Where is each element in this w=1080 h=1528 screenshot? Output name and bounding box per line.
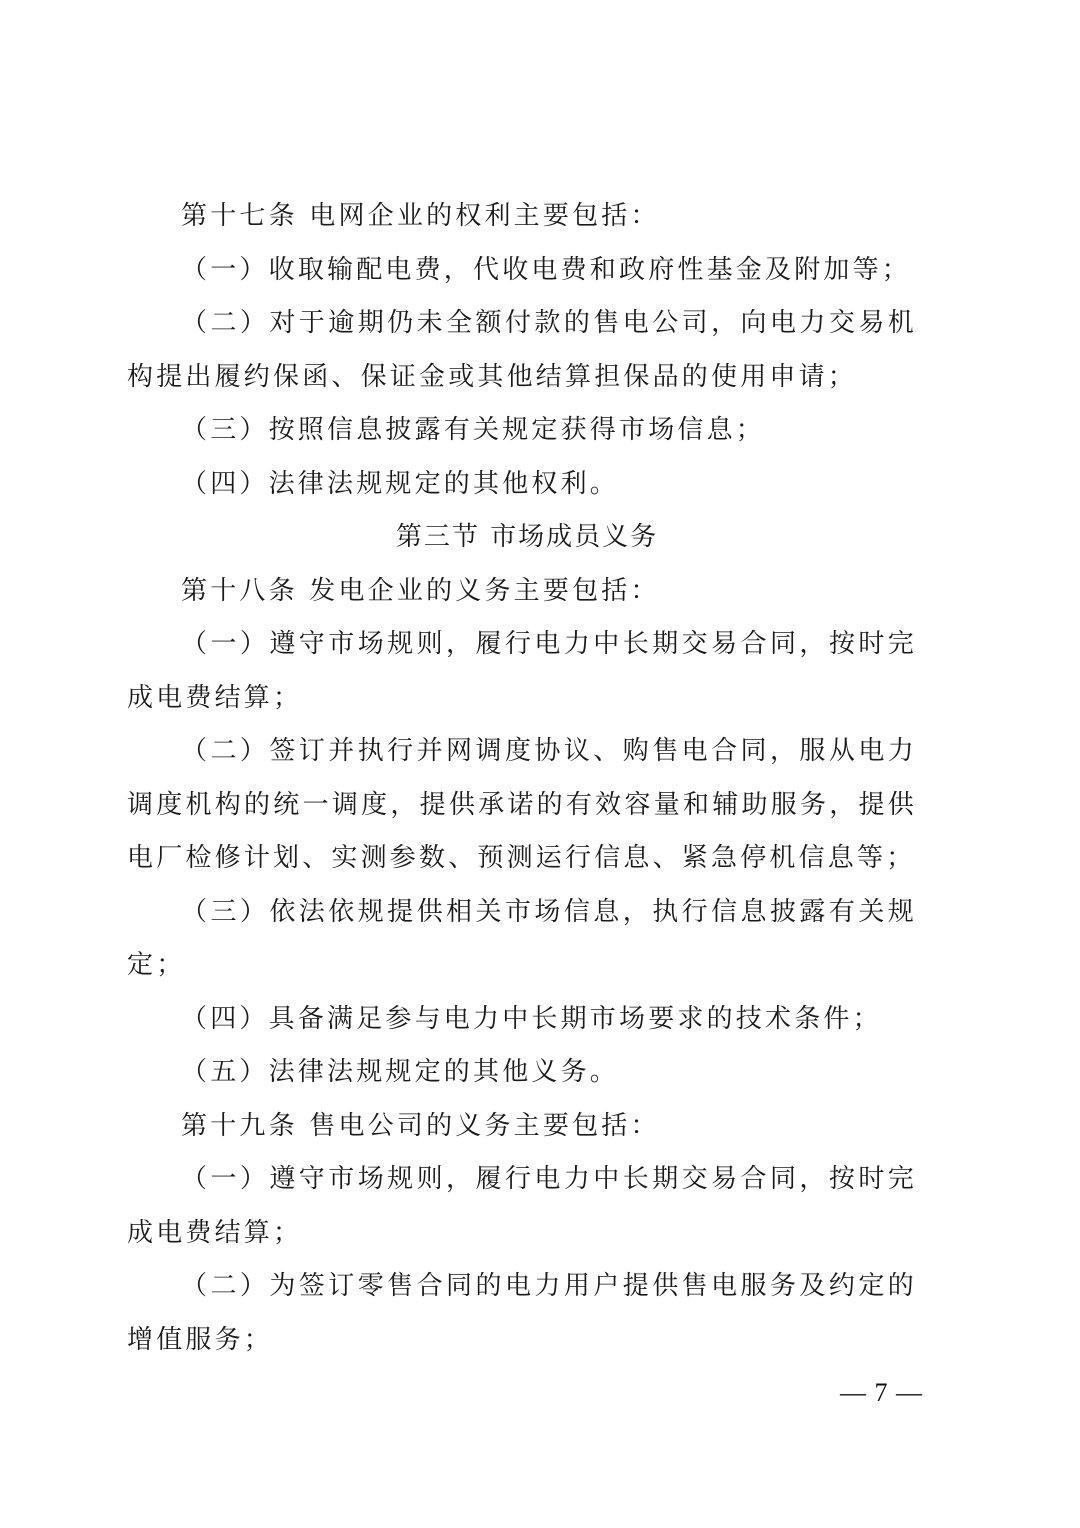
section-heading: 第三节 市场成员义务: [395, 522, 659, 552]
article-19-item-2: （二）为签订零售合同的电力用户提供售电服务及约定的增值服务；: [127, 1271, 917, 1355]
page-number: — 7 —: [840, 1378, 923, 1407]
article-18-item-5: （五）法律法规规定的其他义务。: [181, 1057, 620, 1087]
article-17-item-3: （三）按照信息披露有关规定获得市场信息；: [181, 415, 766, 445]
article-18-item-3: （三）依法依规提供相关市场信息，执行信息披露有关规定；: [127, 896, 917, 980]
article-19-title: 第十九条 售电公司的义务主要包括：: [181, 1110, 660, 1141]
article-17-item-4: （四）法律法规规定的其他权利。: [181, 468, 620, 499]
article-19-item-1: （一）遵守市场规则，履行电力中长期交易合同，按时完成电费结算；: [127, 1164, 917, 1248]
document-body: [127, 190, 917, 1367]
article-18-item-1: （一）遵守市场规则，履行电力中长期交易合同，按时完成电费结算；: [127, 629, 917, 713]
article-17-item-2: （二）对于逾期仍未全额付款的售电公司，向电力交易机构提出履约保函、保证金或其他结算担保品的使用申请；: [127, 308, 917, 392]
article-18-item-4: （四）具备满足参与电力中长期市场要求的技术条件；: [181, 1003, 882, 1034]
article-17-title: 第十七条 电网企业的权利主要包括：: [181, 201, 660, 231]
article-18-item-2: （二）签订并执行并网调度协议、购售电合同，服从电力调度机构的统一调度，提供承诺的有效容量和辅助服务，提供电厂检修计划、实测参数、预测运行信息、紧急停机信息等；: [127, 736, 917, 873]
article-17-item-1: （一）收取输配电费，代收电费和政府性基金及附加等；: [181, 254, 912, 285]
article-18-title: 第十八条 发电企业的义务主要包括：: [181, 575, 660, 606]
